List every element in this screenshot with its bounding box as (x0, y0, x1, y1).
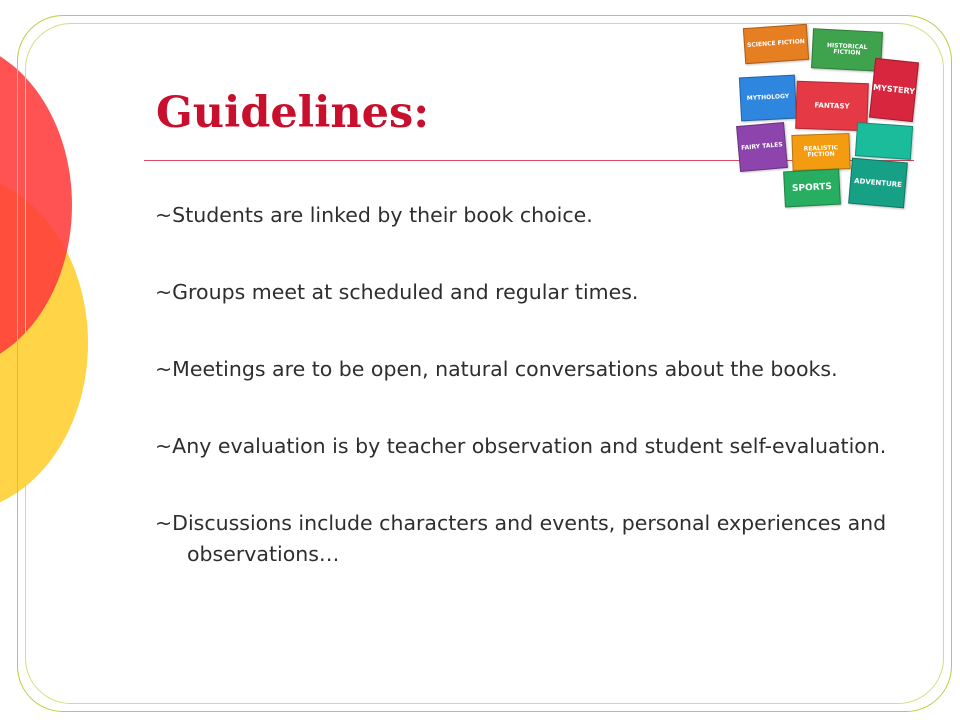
book-cover-mystery: MYSTERY (869, 58, 919, 122)
slide-title: Guidelines: (156, 88, 430, 138)
guideline-item: ~Students are linked by their book choice. (155, 203, 593, 227)
book-cover-fairy-tales: FAIRY TALES (736, 122, 788, 172)
guideline-item: ~Groups meet at scheduled and regular times. (155, 280, 639, 304)
guideline-item: ~Any evaluation is by teacher observation and student self-evaluation. (155, 434, 887, 458)
book-cover-realistic-fiction: REALISTIC FICTION (791, 133, 850, 171)
guideline-item: ~Discussions include characters and events, personal experiences and observations… (155, 511, 887, 566)
book-cover-historical-fiction: HISTORICAL FICTION (811, 28, 883, 72)
book-cover-science (855, 122, 913, 160)
guideline-item: ~Meetings are to be open, natural conversations about the books. (155, 357, 838, 381)
book-cover-science-fiction: SCIENCE FICTION (743, 24, 809, 64)
book-cover-sports: SPORTS (783, 169, 841, 208)
book-covers-collage (738, 20, 918, 208)
book-cover-mythology: MYTHOLOGY (739, 75, 797, 122)
book-cover-fantasy: FANTASY (795, 81, 869, 131)
book-cover-adventure: ADVENTURE (848, 158, 908, 209)
guidelines-list (155, 200, 905, 616)
